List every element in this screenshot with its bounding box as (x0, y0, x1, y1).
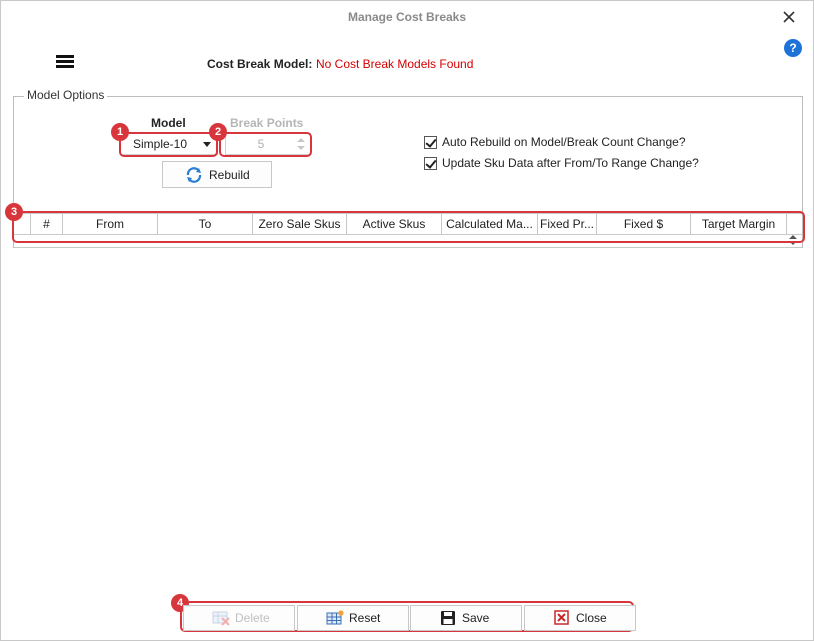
refresh-icon (185, 167, 203, 183)
reset-button[interactable] (297, 605, 409, 631)
floppy-disk-icon (439, 610, 457, 626)
column-header-to[interactable]: To (157, 214, 252, 234)
column-header-fixed-dollar[interactable]: Fixed $ (596, 214, 690, 234)
hamburger-menu-icon[interactable] (56, 55, 74, 69)
annotation-box-model (119, 132, 218, 157)
model-label: Model (151, 116, 186, 130)
annotation-box-break-points (219, 132, 312, 157)
column-header-fixed-price[interactable]: Fixed Pr... (537, 214, 596, 234)
delete-button[interactable] (183, 605, 295, 631)
cost-break-model-label: Cost Break Model: (207, 57, 313, 71)
delete-button-label: Delete (235, 611, 270, 625)
cost-break-model-status: No Cost Break Models Found (316, 57, 474, 71)
save-button-label: Save (462, 611, 490, 625)
column-header-active-skus[interactable]: Active Skus (346, 214, 441, 234)
auto-rebuild-label: Auto Rebuild on Model/Break Count Change? (442, 135, 686, 149)
reset-grid-icon (326, 610, 344, 626)
column-header-target-margin[interactable]: Target Margin (690, 214, 786, 234)
model-select-value: Simple-10 (133, 137, 188, 151)
model-options-legend: Model Options (24, 88, 107, 102)
annotation-box-grid (12, 211, 805, 243)
delete-grid-icon (212, 610, 230, 626)
update-sku-data-label: Update Sku Data after From/To Range Change? (442, 156, 699, 170)
title-bar (1, 1, 813, 33)
break-points-value: 5 (257, 137, 265, 151)
close-button-label: Close (576, 611, 607, 625)
rebuild-button-label: Rebuild (209, 168, 250, 182)
column-header-zero-sale-skus[interactable]: Zero Sale Skus (252, 214, 346, 234)
break-points-label: Break Points (230, 116, 304, 130)
close-red-icon (553, 610, 571, 626)
annotation-badge-1: 1 (111, 123, 129, 141)
reset-button-label: Reset (349, 611, 381, 625)
rebuild-button[interactable] (162, 161, 272, 188)
checkbox-checked-icon (424, 157, 437, 170)
window-title: Manage Cost Breaks (347, 10, 467, 24)
save-button[interactable] (410, 605, 522, 631)
annotation-badge-4: 4 (171, 594, 189, 612)
close-x-glyph (781, 9, 797, 25)
column-header-calculated-margin[interactable]: Calculated Ma... (441, 214, 537, 234)
checkbox-checked-icon (424, 136, 437, 149)
annotation-badge-3: 3 (5, 203, 23, 221)
close-icon[interactable] (781, 9, 797, 25)
column-header-number[interactable]: # (30, 214, 62, 234)
close-button[interactable] (524, 605, 636, 631)
column-header-from[interactable]: From (62, 214, 157, 234)
help-icon[interactable]: ? (784, 39, 802, 57)
annotation-badge-2: 2 (209, 123, 227, 141)
